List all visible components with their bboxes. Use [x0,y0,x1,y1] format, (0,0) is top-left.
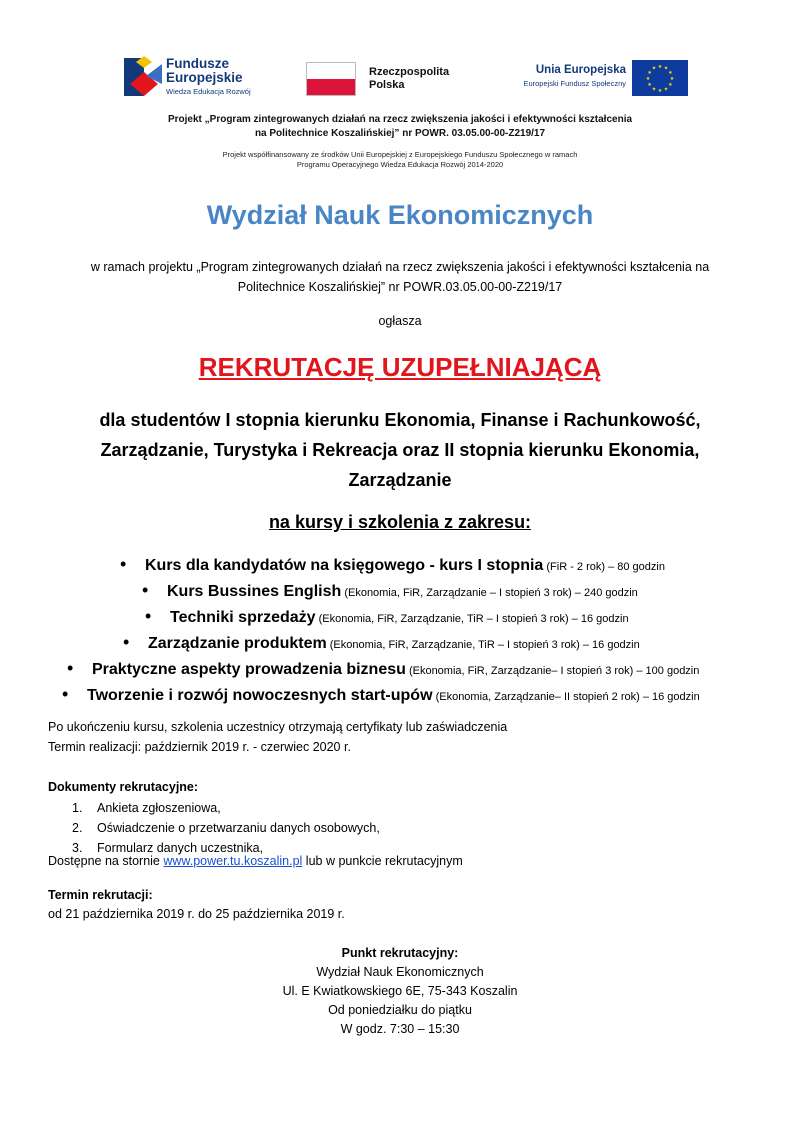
term-realization [48,738,351,757]
fe-logo-line1: Fundusze [166,56,229,71]
fundusze-europejskie-icon [122,54,162,98]
svg-text:★: ★ [669,76,675,82]
course-item: • Zarządzanie produktem (Ekonomia, FiR, Zarządzanie, TiR – I stopień 3 rok) – 16 godzin [123,632,640,652]
svg-text:★: ★ [647,82,652,88]
document-item: 1. Ankieta zgłoszeniowa, [72,801,221,815]
svg-text:★: ★ [657,88,663,94]
document-item: 2. Oświadczenie o przetwarzaniu danych osobowych, [72,821,380,835]
bullet-icon: • [142,580,149,600]
svg-text:★: ★ [657,64,663,70]
contact-line: Ul. E Kwiatkowskiego 6E, 75-343 Koszalin [282,984,518,998]
project-subtitle: Projekt współfinansowany ze środków Unii Europejskiej z Europejskiego Funduszu Społecznego w ramach Programu Operacyjnego Wiedza Edukacja Rozwój 2014-2020 [222,150,578,169]
svg-text:★: ★ [668,82,673,88]
rzeczpospolita-logo [306,62,466,98]
term-value: październik 2019 r. - czerwiec 2020 r. [141,740,351,754]
polish-flag-icon [306,62,356,96]
availability-text: Dostępne na stornie www.power.tu.koszalin.pl lub w punkcie rekrutacyjnym [48,854,463,868]
documents-heading: Dokumenty rekrutacyjne: [48,780,199,794]
unia-europejska-logo [508,60,688,98]
svg-text:★: ★ [663,86,669,93]
svg-text:★: ★ [645,76,651,82]
faculty-heading: Wydział Nauk Ekonomicznych [206,200,594,230]
rp-logo-line2: Polska [369,79,405,91]
intro-text: w ramach projektu „Program zintegrowanych działań na rzecz zwiększenia jakości i efektywności kształcenia na Politechnice Koszalińskiej” nr POWR.03.05.00-00-Z219/17 [90,260,710,294]
course-item: • Techniki sprzedaży (Ekonomia, FiR, Zarządzanie, TiR – I stopień 3 rok) – 16 godzin [145,606,629,626]
bullet-icon: • [67,658,74,678]
recruitment-term-value: od 21 października 2019 r. do 25 października 2019 r. [48,907,345,921]
contact-line: W godz. 7:30 – 15:30 [340,1022,460,1036]
recruitment-heading: REKRUTACJĘ UZUPEŁNIAJĄCĄ [198,352,602,382]
document-item: 3. Formularz danych uczestnika, [72,841,264,855]
course-item: • Tworzenie i rozwój nowoczesnych start-upów (Ekonomia, Zarządzanie– II stopień 2 rok) – 16 godzin [62,684,700,704]
svg-text:★: ★ [651,86,657,93]
bullet-icon: • [145,606,152,626]
bullet-icon: • [62,684,69,704]
power-website-link[interactable]: www.power.tu.koszalin.pl [163,854,303,868]
ue-logo-line2: Europejski Fundusz Społeczny [523,79,626,88]
ue-logo-line1: Unia Europejska [535,64,626,76]
documents-list [72,798,380,858]
contact-heading: Punkt rekrutacyjny: [341,946,459,960]
rp-logo-line1: Rzeczpospolita [369,66,450,78]
svg-text:★: ★ [668,70,673,76]
fe-logo-line2: Europejskie [166,70,243,85]
recruitment-term-heading: Termin rekrutacji: [48,888,153,902]
course-item: • Kurs Bussines English (Ekonomia, FiR, Zarządzanie – I stopień 3 rok) – 240 godzin [142,580,638,600]
certificate-text: Po ukończeniu kursu, szkolenia uczestnicy otrzymają certyfikaty lub zaświadczenia [48,720,508,734]
audience-text: dla studentów I stopnia kierunku Ekonomia, Finanse i Rachunkowość, Zarządzanie, Turystyka i Rekreacja oraz II stopnia kierunku Ekonomia, Zarządzanie [99,410,701,490]
bullet-icon: • [120,554,127,574]
contact-block [0,944,800,1039]
course-item: • Praktyczne aspekty prowadzenia biznesu (Ekonomia, FiR, Zarządzanie– I stopień 3 rok) – 100 godzin [67,658,700,678]
bullet-icon: • [123,632,130,652]
svg-text:★: ★ [663,65,669,72]
eu-flag-icon [632,60,688,96]
svg-text:★: ★ [651,65,657,72]
course-item: • Kurs dla kandydatów na księgowego - kurs I stopnia (FiR - 2 rok) – 80 godzin [120,554,665,574]
contact-line: Wydział Nauk Ekonomicznych [316,965,484,979]
svg-text:★: ★ [647,70,652,76]
contact-line: Od poniedziałku do piątku [328,1003,472,1017]
term-label: Termin realizacji: [48,740,142,754]
fundusze-europejskie-logo [122,54,302,98]
courses-heading: na kursy i szkolenia z zakresu: [268,512,532,532]
logo-bar [118,50,688,102]
project-title: Projekt „Program zintegrowanych działań na rzecz zwiększenia jakości i efektywności kształcenia na Politechnice Koszalińskiej” nr POWR. 03.05.00-00-Z219/17 [167,114,633,139]
fe-logo-line3: Wiedza Edukacja Rozwój [166,87,251,96]
announces-text: ogłasza [378,314,422,328]
